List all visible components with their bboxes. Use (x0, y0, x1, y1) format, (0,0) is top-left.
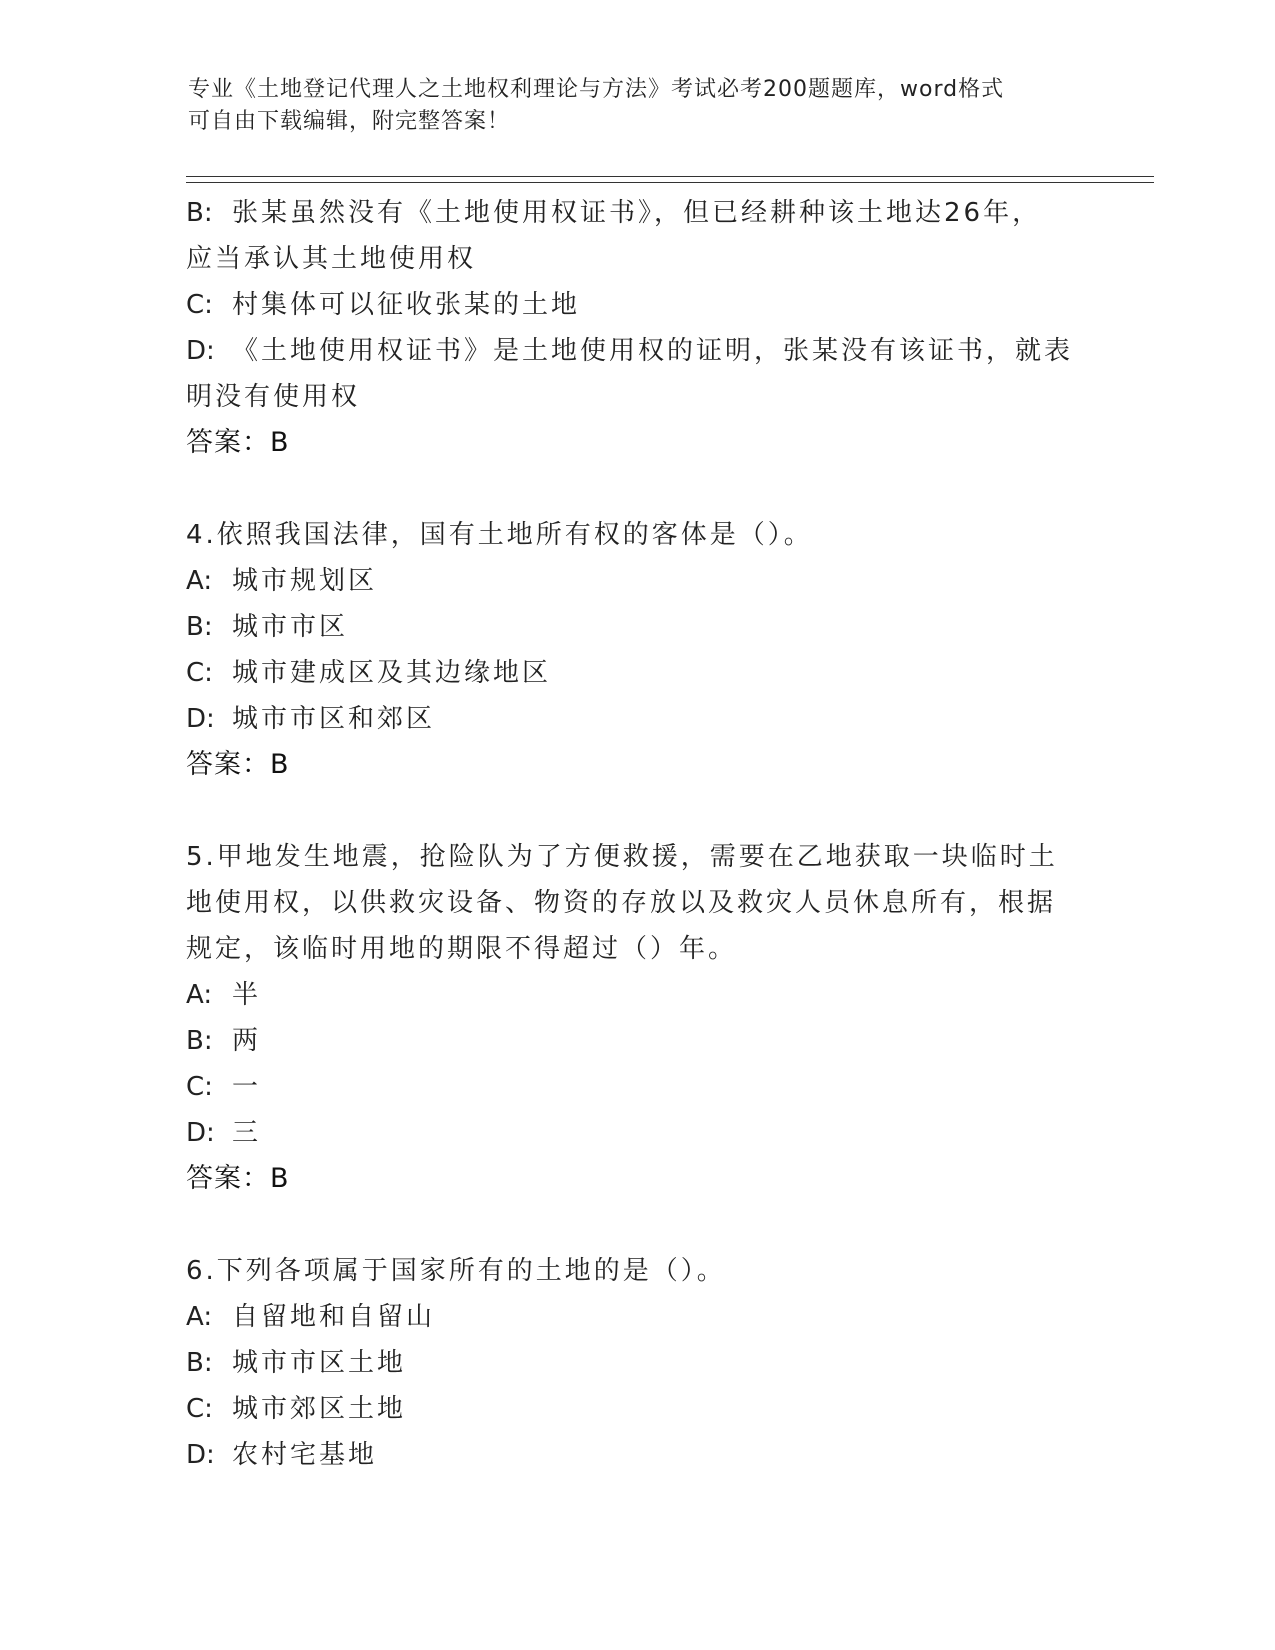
option-a (186, 972, 1086, 1018)
header-line-2: 可自由下载编辑，附完整答案！ (188, 109, 511, 134)
option-b (186, 604, 1086, 650)
option-letter: B: (186, 198, 213, 228)
option-letter: C: (186, 1394, 213, 1424)
option-letter: D: (186, 1440, 215, 1470)
option-letter: C: (186, 290, 213, 320)
option-letter: A: (186, 980, 213, 1010)
option-c (186, 1064, 1086, 1110)
option-c (186, 282, 1086, 328)
header-divider (186, 176, 1154, 183)
question-stem: 6.下列各项属于国家所有的土地的是（）。 (186, 1256, 726, 1286)
option-b-continued: 应当承认其土地使用权 (186, 244, 477, 274)
option-a (186, 558, 1086, 604)
option-text: 城市市区 (232, 612, 349, 642)
option-letter: B: (186, 1026, 213, 1056)
option-letter: D: (186, 1118, 215, 1148)
question-6 (186, 1248, 1086, 1478)
option-text: 城市市区和郊区 (232, 704, 436, 734)
question-5 (186, 834, 1086, 1202)
option-text: 三 (232, 1118, 262, 1148)
option-letter: B: (186, 612, 213, 642)
question-stem: 4.依照我国法律，国有土地所有权的客体是（）。 (186, 520, 813, 550)
question-stem-continued: 地使用权，以供救灾设备、物资的存放以及救灾人员休息所有，根据 (186, 888, 1057, 918)
option-letter: D: (186, 704, 215, 734)
question-3 (186, 190, 1086, 466)
option-d (186, 1432, 1086, 1478)
option-letter: A: (186, 1302, 213, 1332)
option-d (186, 328, 1086, 374)
answer: 答案：B (186, 749, 290, 780)
header-line-1: 专业《土地登记代理人之土地权利理论与方法》考试必考200题题库，word格式 (188, 77, 1005, 102)
option-text: 一 (232, 1072, 262, 1102)
option-a (186, 1294, 1086, 1340)
option-letter: C: (186, 658, 213, 688)
option-text: 半 (232, 980, 262, 1010)
option-text: 城市郊区土地 (232, 1394, 407, 1424)
question-list (186, 190, 1086, 1478)
document-header (188, 74, 1088, 138)
spacer (186, 1202, 1086, 1248)
option-text: 城市规划区 (232, 566, 378, 596)
option-d (186, 696, 1086, 742)
option-letter: C: (186, 1072, 213, 1102)
option-text: 农村宅基地 (232, 1440, 378, 1470)
option-c (186, 650, 1086, 696)
question-stem: 5.甲地发生地震，抢险队为了方便救援，需要在乙地获取一块临时土 (186, 842, 1058, 872)
option-c (186, 1386, 1086, 1432)
option-letter: B: (186, 1348, 213, 1378)
answer: 答案：B (186, 1163, 290, 1194)
option-d (186, 1110, 1086, 1156)
option-letter: A: (186, 566, 213, 596)
option-text: 城市市区土地 (232, 1348, 407, 1378)
spacer (186, 466, 1086, 512)
option-text: 《土地使用权证书》是土地使用权的证明，张某没有该证书，就表 (232, 336, 1074, 366)
option-b (186, 1340, 1086, 1386)
option-text: 自留地和自留山 (232, 1302, 436, 1332)
spacer (186, 788, 1086, 834)
option-b (186, 1018, 1086, 1064)
option-text: 村集体可以征收张某的土地 (232, 290, 581, 320)
question-stem-continued: 规定，该临时用地的期限不得超过（）年。 (186, 934, 738, 964)
option-text: 两 (232, 1026, 262, 1056)
option-text: 张某虽然没有《土地使用权证书》，但已经耕种该土地达26年， (232, 198, 1042, 228)
answer: 答案：B (186, 427, 290, 458)
option-b (186, 190, 1086, 236)
question-4 (186, 512, 1086, 788)
option-d-continued: 明没有使用权 (186, 382, 361, 412)
option-letter: D: (186, 336, 215, 366)
option-text: 城市建成区及其边缘地区 (232, 658, 552, 688)
